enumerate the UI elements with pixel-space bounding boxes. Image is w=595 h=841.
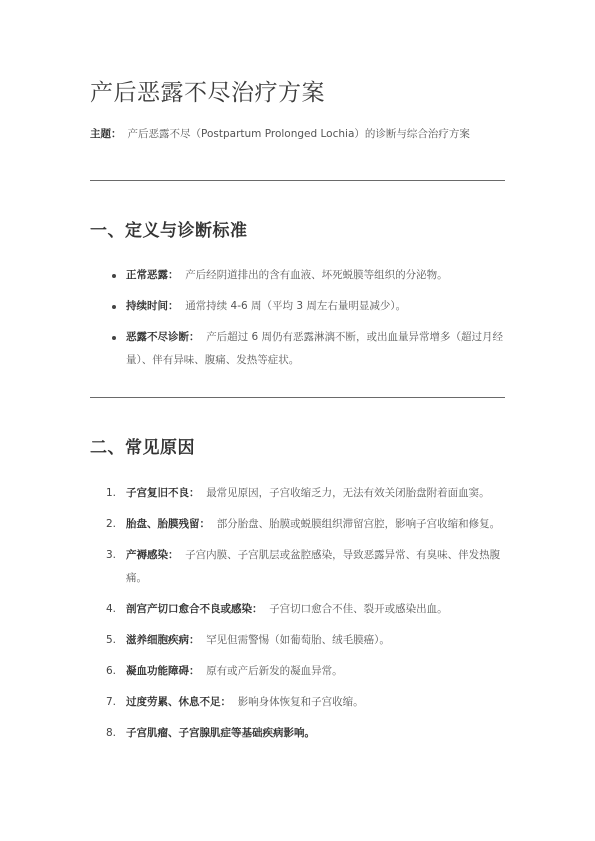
item-term: 子宫复旧不良：	[126, 487, 200, 499]
item-text: 子宫内膜、子宫肌层或盆腔感染，导致恶露异常、有臭味、伴发热腹痛。	[126, 549, 501, 584]
list-item	[106, 482, 508, 505]
item-term: 持续时间：	[126, 300, 179, 312]
section2-heading: 二、常见原因	[90, 438, 195, 458]
item-text: 最常见原因，子宫收缩乏力，无法有效关闭胎盘附着面血窦。	[206, 487, 490, 499]
list-item	[106, 544, 508, 590]
causes-list	[106, 482, 508, 753]
item-text: 通常持续 4-6 周（平均 3 周左右量明显减少）。	[185, 300, 407, 312]
subject-line	[90, 126, 470, 141]
item-number: 4.	[106, 603, 117, 615]
list-item	[106, 722, 508, 745]
item-text: 影响身体恢复和子宫收缩。	[237, 696, 364, 708]
item-text: 产后超过 6 周仍有恶露淋漓不断，或出血量异常增多（超过月经量）、伴有异味、腹痛、发热等症状。	[126, 331, 504, 366]
item-text: 产后经阴道排出的含有血液、坏死蜕膜等组织的分泌物。	[185, 269, 448, 281]
document-title: 产后恶露不尽治疗方案	[90, 80, 325, 106]
item-term: 子宫肌瘤、子宫腺肌症等基础疾病影响。	[126, 727, 315, 739]
item-term: 剖宫产切口愈合不良或感染：	[126, 603, 263, 615]
list-item	[108, 326, 508, 372]
item-number: 8.	[106, 727, 117, 739]
list-item	[106, 598, 508, 621]
item-number: 5.	[106, 634, 117, 646]
item-term: 正常恶露：	[126, 269, 179, 281]
item-term: 产褥感染：	[126, 549, 179, 561]
item-text: 原有或产后新发的凝血异常。	[206, 665, 343, 677]
divider	[90, 397, 505, 398]
item-number: 6.	[106, 665, 117, 677]
list-item	[106, 513, 508, 536]
list-item	[106, 660, 508, 683]
definition-list	[108, 264, 508, 380]
divider	[90, 180, 505, 181]
list-item	[106, 629, 508, 652]
subject-label: 主题：	[90, 128, 122, 140]
item-text: 子宫切口愈合不佳、裂开或感染出血。	[269, 603, 448, 615]
item-term: 凝血功能障碍：	[126, 665, 200, 677]
section1-heading: 一、定义与诊断标准	[90, 221, 248, 241]
item-term: 恶露不尽诊断：	[126, 331, 200, 343]
item-number: 7.	[106, 696, 117, 708]
list-item	[108, 264, 508, 287]
bullet-icon	[112, 305, 116, 309]
item-term: 过度劳累、休息不足：	[126, 696, 231, 708]
list-item	[108, 295, 508, 318]
item-number: 3.	[106, 549, 117, 561]
item-text: 罕见但需警惕（如葡萄胎、绒毛膜癌）。	[206, 634, 390, 646]
item-number: 2.	[106, 518, 117, 530]
bullet-icon	[112, 336, 116, 340]
item-text: 部分胎盘、胎膜或蜕膜组织滞留宫腔，影响子宫收缩和修复。	[216, 518, 501, 530]
item-number: 1.	[106, 487, 117, 499]
item-term: 胎盘、胎膜残留：	[126, 518, 210, 530]
bullet-icon	[112, 274, 116, 278]
item-term: 滋养细胞疾病：	[126, 634, 200, 646]
subject-text: 产后恶露不尽（Postpartum Prolonged Lochia）的诊断与综合治疗方案	[127, 128, 470, 140]
list-item	[106, 691, 508, 714]
